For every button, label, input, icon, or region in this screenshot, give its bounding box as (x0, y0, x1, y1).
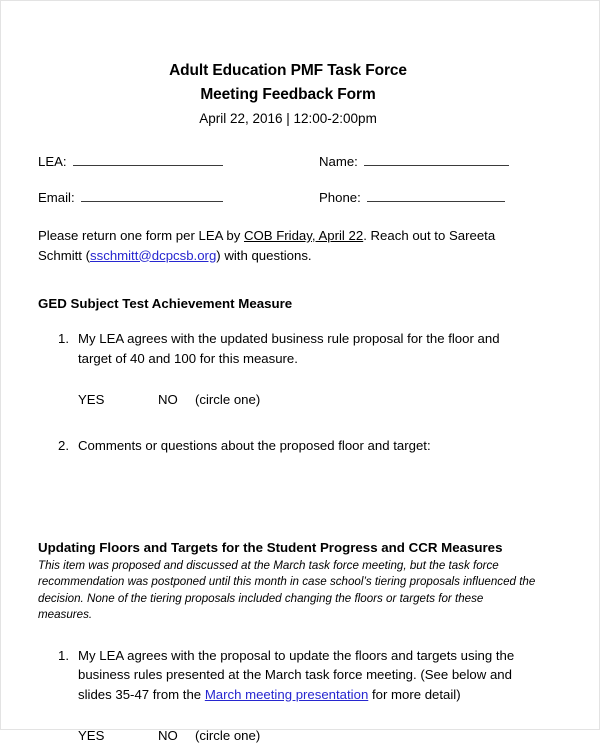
list-item-text (78, 646, 538, 705)
name-input[interactable] (364, 154, 509, 166)
instructions-text-part-3: ) with questions. (216, 247, 312, 263)
lea-input[interactable] (73, 154, 223, 166)
field-row-lea-name (38, 154, 538, 169)
contact-fields (38, 154, 538, 205)
email-label: Email: (38, 190, 75, 205)
march-meeting-presentation-link[interactable]: March meeting presentation (204, 686, 369, 702)
response-row-ged (78, 390, 538, 410)
no-option[interactable]: NO (158, 728, 178, 744)
list-item-number: 1. (58, 331, 69, 346)
return-instructions (38, 226, 538, 265)
circle-one-hint: (circle one) (195, 392, 261, 407)
field-row-email-phone (38, 190, 538, 205)
section-note-floors-targets: This item was proposed and discussed at the March task force meeting, but the task force recommendation was postponed until this month in case school’s tiering proposals influenced the decision. None of the tiering proposals included changing the floors or targets for these measures. (38, 559, 536, 622)
list-item (38, 436, 538, 456)
instructions-text-part-2: . Reach out to Sareeta Schmitt ( (38, 228, 496, 263)
document-body (38, 1, 538, 746)
submission-deadline: COB Friday, April 22 (243, 228, 364, 243)
name-field[interactable] (319, 154, 509, 169)
phone-field[interactable] (319, 190, 505, 205)
section-heading-ged: GED Subject Test Achievement Measure (38, 296, 293, 311)
meeting-datetime: April 22, 2016 | 12:00-2:00pm (199, 111, 377, 126)
page-title-line-2: Meeting Feedback Form (200, 86, 376, 103)
yes-option[interactable]: YES (78, 392, 105, 407)
page-title-line-1: Adult Education PMF Task Force (169, 62, 407, 79)
list-item-text: Comments or questions about the proposed floor and target: (78, 437, 431, 453)
list-item (38, 329, 538, 368)
list-item-text: My LEA agrees with the updated business rule proposal for the floor and target of 40 and 100 for this measure. (78, 331, 500, 366)
list-item-text-part-2: for more detail) (368, 686, 461, 702)
instructions-text-part-1: Please return one form per LEA by (38, 228, 244, 243)
yes-option[interactable]: YES (78, 728, 105, 744)
document-header (38, 1, 538, 130)
list-item-number: 1. (58, 647, 69, 663)
list-item-number: 2. (58, 437, 69, 453)
lea-label: LEA: (38, 154, 67, 169)
email-input[interactable] (81, 190, 223, 202)
list-item-text-part-1: My LEA agrees with the proposal to update the floors and targets using the business rules presented at the March task force meeting. (See below and slides 35-47 from the (78, 647, 515, 702)
email-field[interactable] (38, 190, 319, 205)
response-row-floors-targets (78, 726, 538, 746)
phone-input[interactable] (367, 190, 505, 202)
name-label: Name: (319, 154, 358, 169)
section-heading-floors-targets: Updating Floors and Targets for the Student Progress and CCR Measures (38, 540, 503, 555)
contact-email-link[interactable]: sschmitt@dcpcsb.org (90, 247, 217, 263)
circle-one-hint: (circle one) (195, 728, 261, 744)
lea-field[interactable] (38, 154, 319, 169)
list-item (38, 646, 538, 705)
phone-label: Phone: (319, 190, 361, 205)
no-option[interactable]: NO (158, 392, 178, 407)
